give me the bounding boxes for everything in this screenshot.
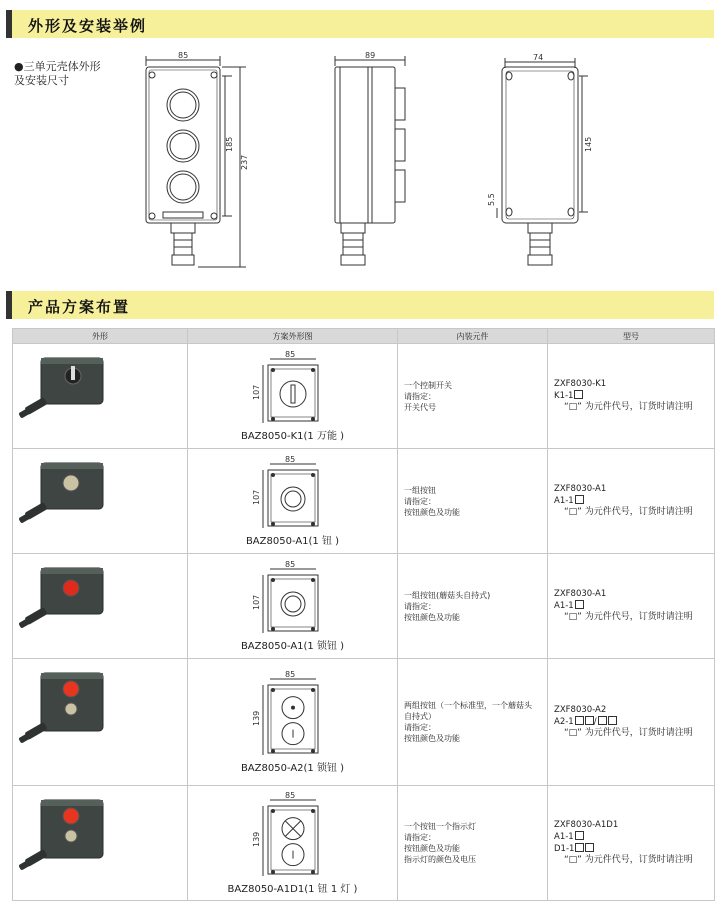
section-header-bar — [6, 291, 12, 319]
column-header: 内装元件 — [398, 329, 548, 344]
dimension-label: 107 — [251, 489, 261, 505]
column-header: 方案外形图 — [188, 329, 398, 344]
model-line — [554, 390, 714, 402]
scheme-drawing — [233, 351, 353, 429]
dimension-label: 89 — [365, 51, 376, 60]
scheme-caption: BAZ8050-A2(1 锁钮 ) — [240, 762, 345, 774]
component-line: 请指定： — [404, 833, 436, 842]
product-photo-cell — [13, 554, 188, 659]
dimension-label: 237 — [240, 154, 249, 170]
scheme-caption: BAZ8050-A1(1 钮 ) — [245, 535, 340, 547]
model-cell — [548, 554, 715, 659]
model-code: ZXF8030-A1 — [554, 484, 607, 494]
order-note: “□” 为元件代号，订货时请注明 — [564, 402, 693, 412]
product-photo-cell — [13, 659, 188, 786]
model-code: ZXF8030-A1D1 — [554, 820, 619, 830]
scheme-drawing-cell — [188, 659, 398, 786]
dimension-label: 85 — [284, 560, 295, 569]
dimension-label: 85 — [284, 350, 295, 359]
scheme-drawing — [233, 561, 353, 639]
components-cell — [398, 449, 548, 554]
dimension-label: 85 — [284, 455, 295, 464]
component-line: 请指定： — [404, 723, 436, 732]
model-line: A2-1 / — [554, 716, 714, 728]
model-code: D1-1 — [554, 844, 575, 854]
model-line — [554, 379, 714, 390]
product-photo-cell — [13, 449, 188, 554]
model-cell — [548, 659, 715, 786]
model-code: A2-1 — [554, 717, 574, 727]
model-line — [554, 843, 714, 855]
table-row — [13, 344, 715, 449]
section-header-bar — [6, 10, 12, 38]
model-line — [554, 705, 714, 716]
table-row — [13, 554, 715, 659]
dimension-label: 185 — [225, 136, 234, 152]
enclosure-photo — [13, 556, 123, 652]
table-row — [13, 786, 715, 901]
dimension-label: 139 — [251, 831, 261, 847]
dimension-label: 139 — [251, 710, 261, 726]
scheme-drawing — [233, 792, 353, 882]
component-line: 按钮颜色及功能 — [404, 844, 460, 853]
model-cell — [548, 449, 715, 554]
scheme-caption: BAZ8050-A1(1 锁钮 ) — [240, 640, 345, 652]
model-code: ZXF8030-K1 — [554, 379, 607, 389]
back-view-drawing — [497, 58, 588, 265]
component-line: 请指定： — [404, 391, 436, 401]
dimension-label: 145 — [584, 136, 593, 152]
component-line: 按钮颜色及功能 — [404, 734, 460, 743]
model-line — [554, 495, 714, 507]
model-line — [554, 820, 714, 831]
model-line — [554, 589, 714, 600]
scheme-drawing-cell — [188, 449, 398, 554]
component-line: 一个控制开关 — [404, 380, 452, 390]
enclosure-photo — [13, 346, 123, 442]
dimension-label: 85 — [284, 670, 295, 679]
model-cell — [548, 344, 715, 449]
model-code: A1-1 — [554, 832, 574, 842]
product-layout-table — [12, 328, 715, 901]
scheme-drawing-cell — [188, 786, 398, 901]
components-cell — [398, 659, 548, 786]
component-line: 指示灯的颜色及电压 — [404, 855, 476, 864]
intro-line: 及安装尺寸 — [14, 74, 69, 87]
component-line: 两组按钮（一个标准型，一个蘑菇头 — [404, 701, 532, 710]
model-code: ZXF8030-A2 — [554, 705, 607, 715]
component-line: 自持式） — [404, 712, 436, 721]
section-header-layout — [6, 291, 714, 319]
scheme-drawing — [233, 456, 353, 534]
component-line: 按钮颜色及功能 — [404, 507, 460, 517]
component-line: 请指定： — [404, 496, 436, 506]
column-header: 外形 — [13, 329, 188, 344]
side-view-drawing — [335, 56, 405, 265]
dimension-label: 5.5 — [487, 193, 496, 206]
model-cell — [548, 786, 715, 901]
model-line — [554, 600, 714, 612]
model-code: K1-1 — [554, 391, 574, 401]
enclosure-photo — [13, 788, 123, 894]
component-line: 一组按钮(蘑菇头自持式) — [404, 590, 491, 600]
table-row — [13, 449, 715, 554]
dimension-label: 107 — [251, 384, 261, 400]
scheme-caption: BAZ8050-A1D1(1 钮 1 灯 ) — [227, 883, 358, 895]
components-cell — [398, 344, 548, 449]
order-note: “□” 为元件代号，订货时请注明 — [564, 612, 693, 622]
component-line: 一组按钮 — [404, 485, 436, 495]
model-line — [554, 831, 714, 843]
enclosure-photo — [13, 451, 123, 547]
order-note: “□” 为元件代号，订货时请注明 — [564, 728, 693, 738]
order-note: “□” 为元件代号，订货时请注明 — [564, 507, 693, 517]
table-row — [13, 659, 715, 786]
dimension-label: 107 — [251, 594, 261, 610]
scheme-drawing-cell — [188, 554, 398, 659]
intro-line: ●三单元壳体外形 — [14, 60, 101, 73]
order-note: “□” 为元件代号，订货时请注明 — [564, 855, 693, 865]
model-line — [554, 484, 714, 495]
front-view-drawing — [146, 56, 246, 267]
dimension-label: 85 — [284, 791, 295, 800]
scheme-drawing-cell — [188, 344, 398, 449]
component-line: 开关代号 — [404, 402, 436, 412]
column-header: 型号 — [548, 329, 715, 344]
product-photo-cell — [13, 786, 188, 901]
section-title: 产品方案布置 — [28, 298, 131, 316]
section-title: 外形及安装举例 — [28, 17, 148, 35]
dimension-label: 85 — [178, 51, 189, 60]
product-photo-cell — [13, 344, 188, 449]
enclosure-photo — [13, 661, 123, 779]
enclosure-outline-drawings — [0, 40, 720, 285]
model-code: ZXF8030-A1 — [554, 589, 607, 599]
component-line: 按钮颜色及功能 — [404, 612, 460, 622]
component-line: 一个按钮一个指示灯 — [404, 822, 476, 831]
components-cell — [398, 554, 548, 659]
scheme-caption: BAZ8050-K1(1 万能 ) — [240, 430, 345, 442]
components-cell — [398, 786, 548, 901]
model-code: A1-1 — [554, 601, 574, 611]
dimension-label: 74 — [533, 53, 544, 62]
section-header-outline — [6, 10, 714, 38]
table-header-row — [13, 329, 715, 344]
model-code: A1-1 — [554, 496, 574, 506]
scheme-drawing — [233, 671, 353, 761]
component-line: 请指定： — [404, 601, 436, 611]
